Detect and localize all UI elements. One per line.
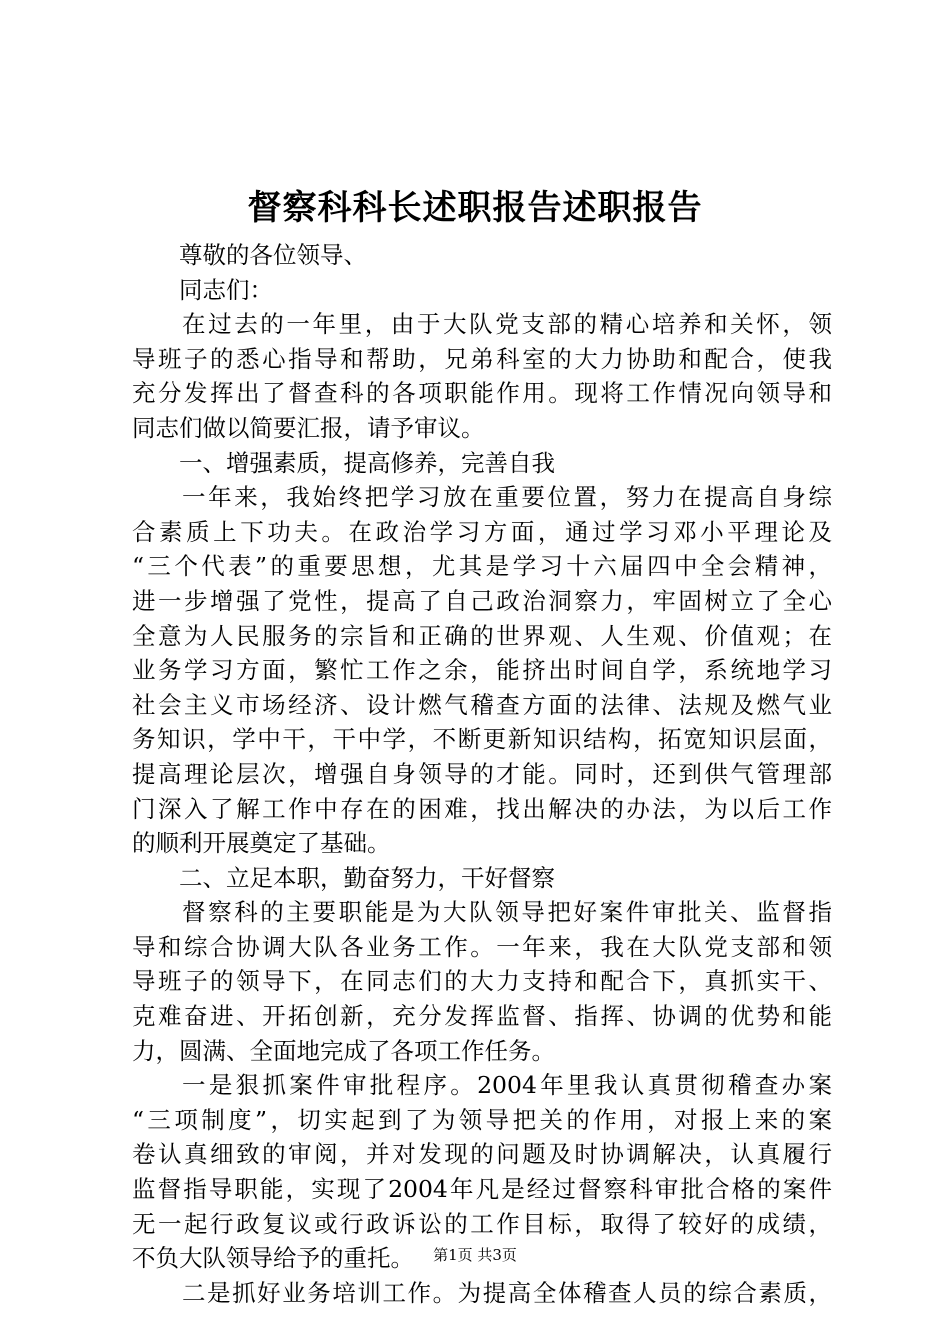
section-1-line: 提高理论层次，增强自身领导的才能。同时，还到供气管理部 [132,759,832,788]
section-1-line: 社会主义市场经济、设计燃气稽查方面的法律、法规及燃气业 [132,690,832,719]
item-1-line: 不负大队领导给予的重托。 [132,1244,414,1273]
section-2-line: 导和综合协调大队各业务工作。一年来，我在大队党支部和领 [132,932,832,961]
section-2-line: 力，圆满、全面地完成了各项工作任务。 [132,1036,555,1065]
document-body [132,238,832,1310]
section-1-line: 业务学习方面，繁忙工作之余，能挤出时间自学，系统地学习 [132,656,832,685]
section-1-line: 进一步增强了党性，提高了自己政治洞察力，牢固树立了全心 [132,586,832,615]
section-1-line: 一年来，我始终把学习放在重要位置，努力在提高自身综 [182,483,832,512]
item-1-line: 一是狠抓案件审批程序。2004年里我认真贯彻稽查办案 [182,1071,832,1100]
intro-line: 充分发挥出了督查科的各项职能作用。现将工作情况向领导和 [132,379,832,408]
salutation-line-2: 同志们： [179,275,273,304]
item-2-line: 二是抓好业务培训工作。为提高全体稽查人员的综合素质， [182,1278,832,1307]
section-1-line: 全意为人民服务的宗旨和正确的世界观、人生观、价值观；在 [132,621,832,650]
section-heading-2: 二、立足本职，勤奋努力，干好督察 [179,863,555,892]
section-2-line: 导班子的领导下，在同志们的大力支持和配合下，真抓实干、 [132,967,832,996]
intro-line: 导班子的悉心指导和帮助，兄弟科室的大力协助和配合，使我 [132,344,832,373]
section-1-line: 门深入了解工作中存在的困难，找出解决的办法，为以后工作 [132,794,832,823]
section-1-line: 务知识，学中干，干中学，不断更新知识结构，拓宽知识层面， [132,725,832,754]
salutation-line-1: 尊敬的各位领导、 [179,241,367,269]
section-2-line: 督察科的主要职能是为大队领导把好案件审批关、监督指 [182,898,832,927]
section-1-line: “三个代表”的重要思想，尤其是学习十六届四中全会精神， [132,552,832,581]
page-footer: 第1页 共3页 [433,1246,517,1264]
section-heading-1: 一、增强素质，提高修养，完善自我 [179,448,555,477]
item-1-line: “三项制度”，切实起到了为领导把关的作用，对报上来的案 [132,1105,832,1134]
intro-line: 同志们做以简要汇报，请予审议。 [132,413,485,442]
section-1-line: 的顺利开展奠定了基础。 [132,829,391,858]
intro-line: 在过去的一年里，由于大队党支部的精心培养和关怀，领 [182,310,832,339]
item-1-line: 无一起行政复议或行政诉讼的工作目标，取得了较好的成绩， [132,1209,832,1238]
item-1-line: 卷认真细致的审阅，并对发现的问题及时协调解决，认真履行 [132,1140,832,1169]
document-title: 督察科科长述职报告述职报告 [247,188,703,228]
section-2-line: 克难奋进、开拓创新，充分发挥监督、指挥、协调的优势和能 [132,1002,832,1031]
item-1-line: 监督指导职能，实现了2004年凡是经过督察科审批合格的案件 [132,1175,832,1204]
section-1-line: 合素质上下功夫。在政治学习方面，通过学习邓小平理论及 [132,517,832,546]
